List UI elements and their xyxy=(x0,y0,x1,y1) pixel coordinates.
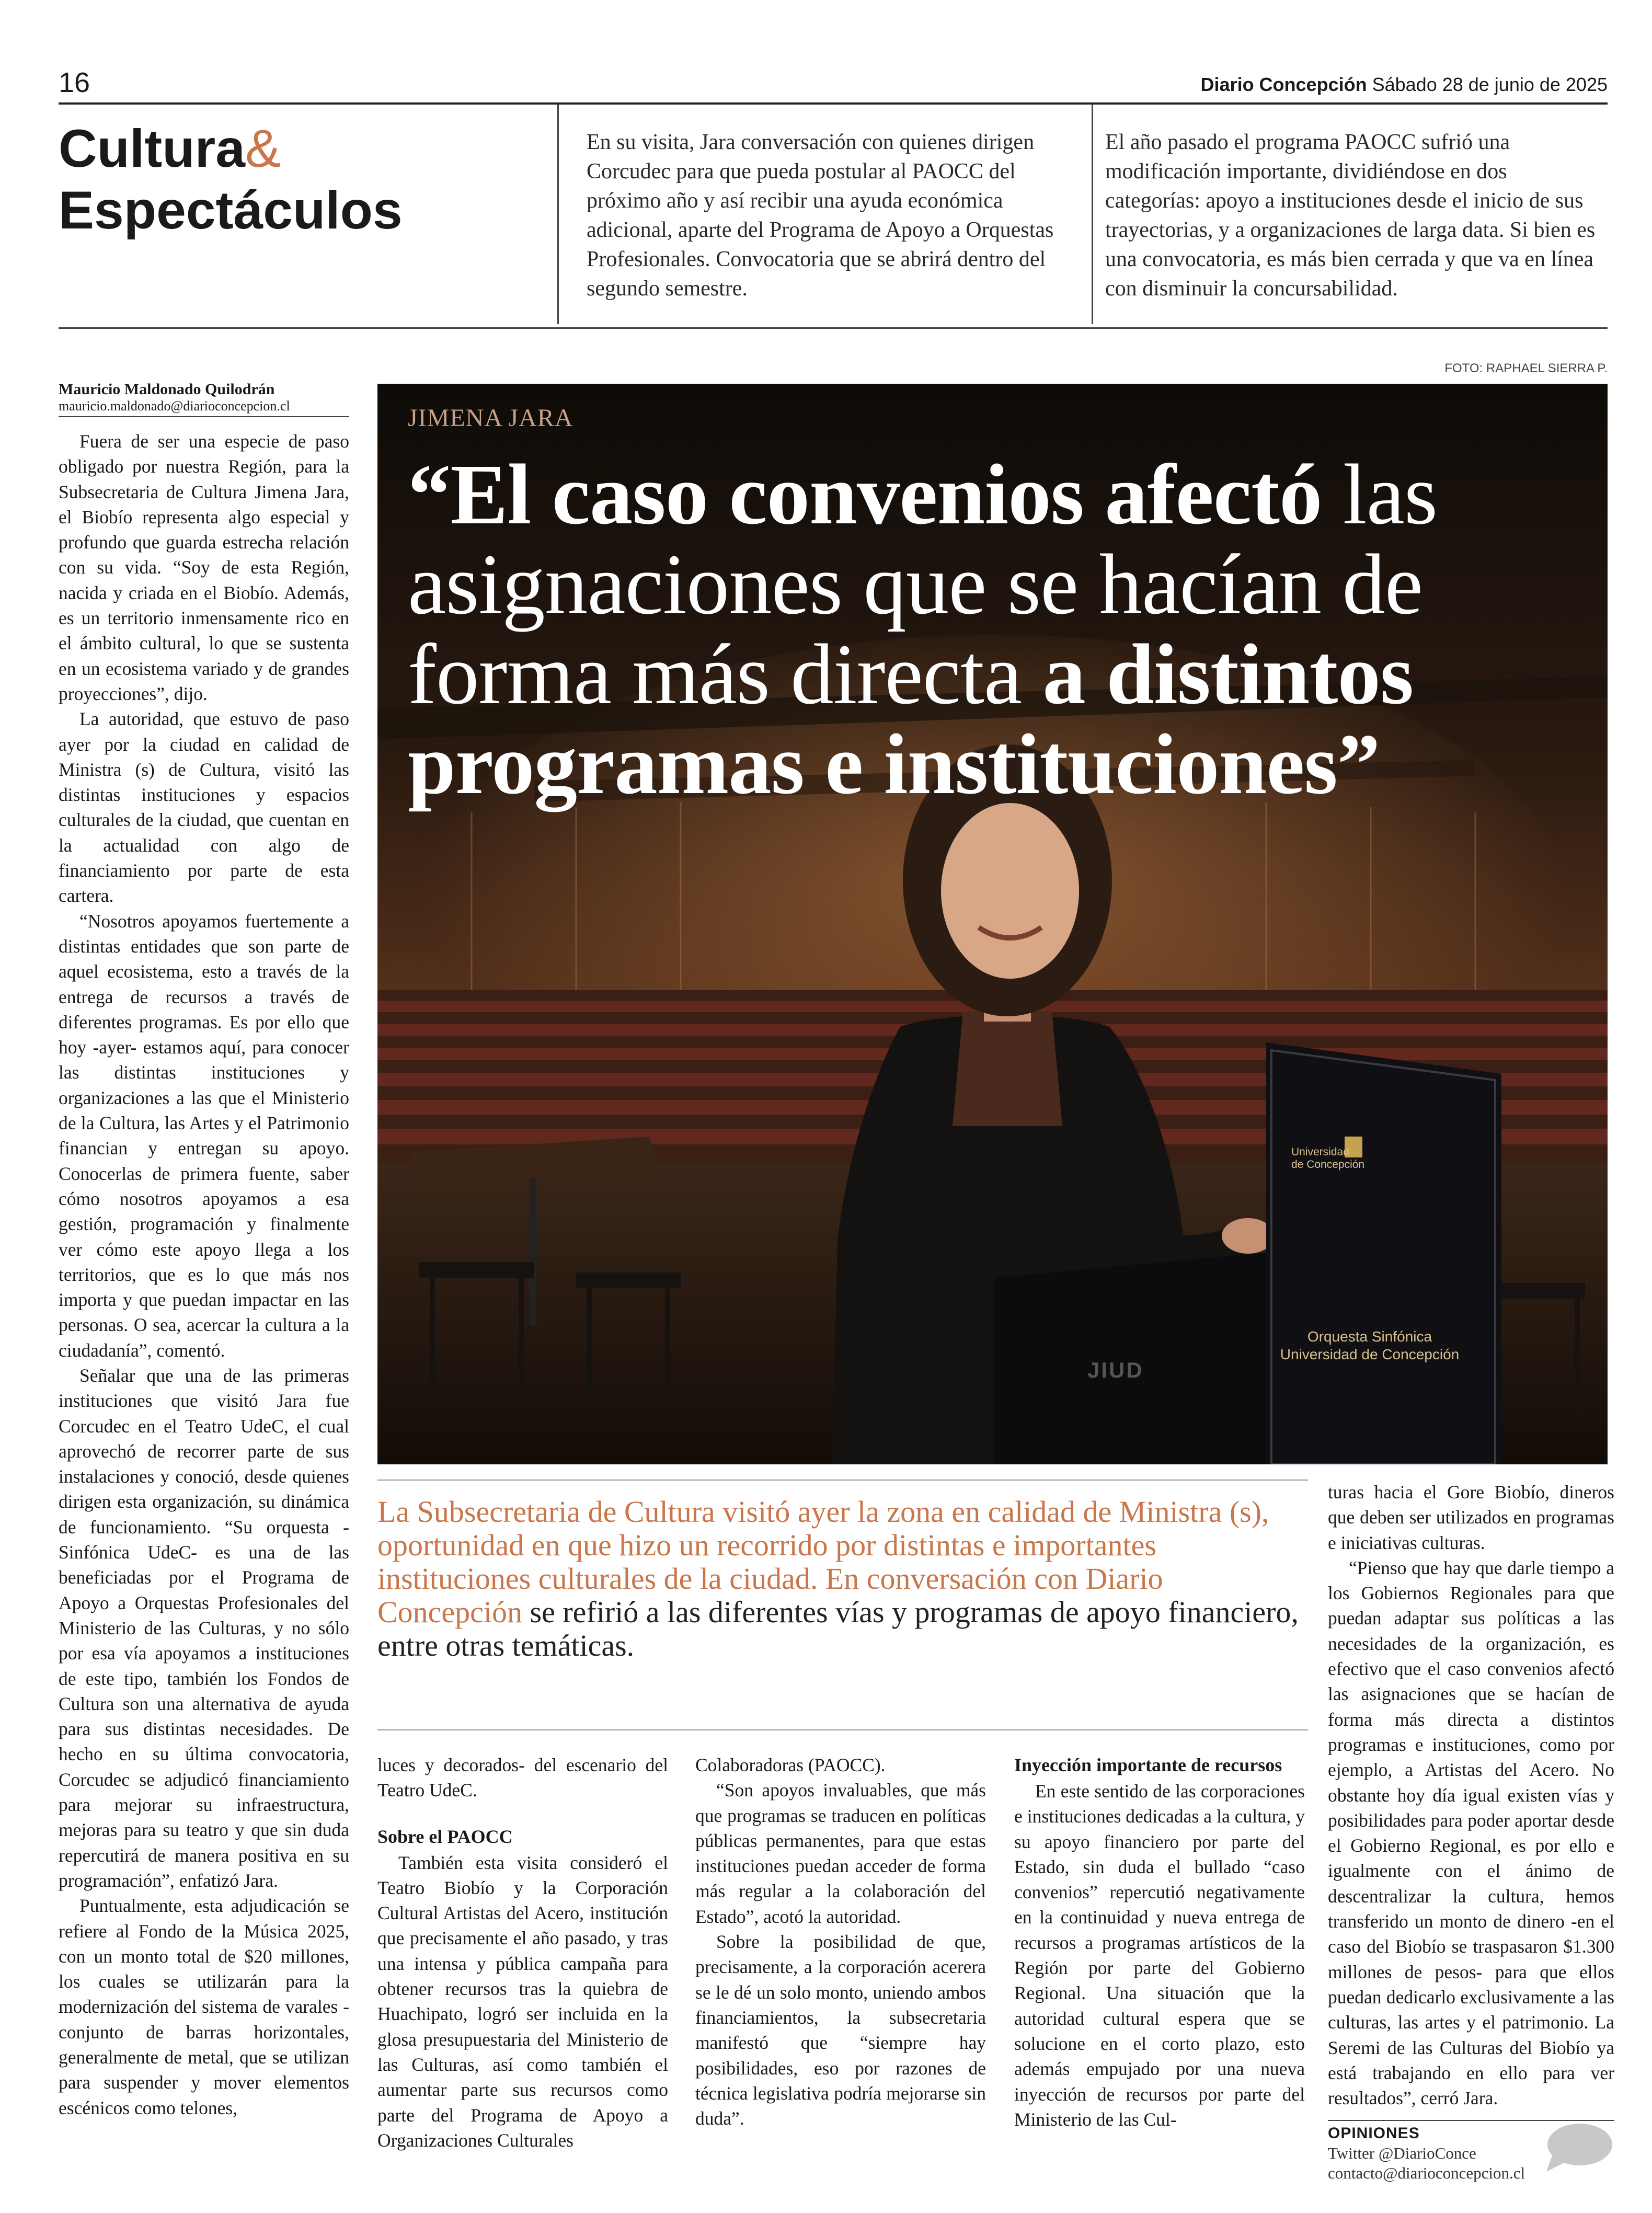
byline-author: Mauricio Maldonado Quilodrán xyxy=(59,381,275,398)
opinions-twitter[interactable]: Twitter @DiarioConce xyxy=(1328,2144,1476,2162)
column-4 xyxy=(1014,1752,1305,2132)
issue-date: Sábado 28 de junio de 2025 xyxy=(1372,74,1608,95)
col4-subheading: Inyección importante de recursos xyxy=(1014,1755,1282,1775)
opinions-label: OPINIONES xyxy=(1328,2125,1420,2142)
masthead-right xyxy=(1201,73,1608,96)
col3-paragraph: Sobre la posibilidad de que, precisamente, a la corporación acerera se le dé un solo monto, uniendo ambos financiamientos, la subsecretaria manifestó que “siempre hay posibilidades, eso por razones de técnica legislativa podría mejorarse sin duda”. xyxy=(695,1931,986,2129)
col1-paragraph: Fuera de ser una especie de paso obligado por nuestra Región, para la Subsecretaria de Cultura Jimena Jara, el Biobío representa algo especial y profundo que guarda estrecha relación con su vida. “Soy de esta Región, nacida y criada en el Biobío. Además, es un territorio inmensamente rico en el ámbito cultural, lo que se sustenta en un ecosistema variado y de grandes proyecciones”, dijo. xyxy=(59,431,349,704)
binder-logo-line1: Universidad xyxy=(1291,1146,1349,1158)
stand-label: JIUD xyxy=(1087,1358,1144,1382)
col4-paragraph: En este sentido de las corporaciones e instituciones dedicadas a la cultura, y su apoyo financiero por parte del Estado, sin duda el bullado “caso convenios” repercutió negativamente en la continuidad y nueva entrega de recursos a programas artísticos de la Región por parte del Gobierno Regional. Una situación que la autoridad cultural espera que se solucione en el corto plazo, esto además empujado por una nueva inyección de recursos por parte del Ministerio de las Cul- xyxy=(1014,1781,1305,2130)
lead-top-rule xyxy=(377,1480,1308,1481)
col3-paragraph: “Son apoyos invaluables, que más que programas se traducen en políticas públicas permanentes, para que estas instituciones puedan acceder de forma más regular a la colaboración del Estado”, acotó la autoridad. xyxy=(695,1780,986,1927)
binder-title xyxy=(1260,1328,1479,1363)
top-divider-left xyxy=(557,105,559,324)
top-quote-1: En su visita, Jara conversación con quienes dirigen Corcudec para que pueda postular al PAOCC del próximo año y así recibir una ayuda económica adicional, aparte del Programa de Apoyo a Orquestas Profesionales. Convocatoria que se abrirá dentro del segundo semestre. xyxy=(587,130,1054,301)
byline-email: mauricio.maldonado@diarioconcepcion.cl xyxy=(59,398,290,414)
col1-paragraph: Señalar que una de las primeras instituciones que visitó Jara fue Corcudec en el Teatro UdeC, el cual aprovechó de recorrer parte de sus instalaciones y conoció, desde quienes dirigen esta organización, su dinámica de funcionamiento. “Su orquesta -Sinfónica UdeC- es una de las beneficiadas por el Programa de Apoyo a Orquestas Profesionales del Ministerio de las Culturas, y no sólo por esa vía apoyamos a instituciones de este tipo, también los Fondos de Cultura son una alternativa de ayuda para sus distintas necesidades. De hecho en su última convocatoria, Corcudec se adjudicó financiamiento para mejorar su infraestructura, mejoras para su teatro y que sin duda repercutirá de manera positiva en su programación”, enfatizó Jara. xyxy=(59,1365,349,1891)
section-title xyxy=(59,118,403,241)
section-name-cultura: Cultura xyxy=(59,119,245,178)
col1-paragraph: “Nosotros apoyamos fuertemente a distintas entidades que son parte de aquel ecosistema, esto a través de la entrega de recursos a través de diferentes programas. Es por ello que hoy -ayer- estamos aquí, para conocer las distintas instituciones y organizaciones a las que el Ministerio de la Cultura, las Artes y el Patrimonio financian y entregan su apoyo. Conocerlas de primera fuente, saber cómo nosotros apoyamos a esa gestión, programación y finalmente ver cómo este apoyo llega a los territorios, que es lo que más nos importa y que puedan impactar en las personas. O sea, acercar la cultura a la ciudadanía”, comentó. xyxy=(59,910,349,1361)
photo-kicker: JIMENA JARA xyxy=(408,404,573,432)
headline-bold-1: “El caso convenios afectó xyxy=(408,446,1322,542)
opinions-rule xyxy=(1328,2120,1614,2121)
column-5 xyxy=(1328,1480,1614,2111)
byline-rule xyxy=(59,416,349,417)
column-2 xyxy=(377,1752,668,2153)
page-number: 16 xyxy=(59,67,90,98)
col5-paragraph: “Pienso que hay que darle tiempo a los Gobiernos Regionales para que puedan adaptar sus políticas a las necesidades de la organización, es efectivo que el caso convenios afectó las asignaciones que se hacían de forma más directa a distintos programas e instituciones, como por ejemplo, a Artistas del Acero. No obstante hoy día igual existen vías y posibilidades para poder aportar desde el Gobierno Regional, es por ello e igualmente con el ánimo de descentralizar la cultura, hemos transferido un monto de dinero -en el caso del Biobío se traspasaron $1.300 millones de pesos- para que ellos puedan dedicarlo exclusivamente a las culturas, las artes y el patrimonio. La Seremi de las Culturas del Biobío ya está trabajando en ello para ver resultados”, cerró Jara. xyxy=(1328,1557,1614,2109)
headline-bold-2: a distintos programas e instituciones” xyxy=(408,626,1414,812)
byline xyxy=(59,381,351,417)
binder-title-line1: Orquesta Sinfónica xyxy=(1307,1328,1432,1345)
col2-paragraph: También esta visita consideró el Teatro Biobío y la Corporación Cultural Artistas del Acero, institución que precisamente el año pasado, y tras una intensa y pública campaña para obtener recursos tras la quiebra de Huachipato, logró ser incluida en la glosa presupuestaria del Ministerio de las Culturas, así como también el aumentar parte sus recursos como parte del Programa de Apoyo a Organizaciones Culturales xyxy=(377,1852,668,2151)
photo-credit: FOTO: RAPHAEL SIERRA P. xyxy=(1444,361,1608,375)
binder-logo-text xyxy=(1291,1146,1364,1171)
top-divider-right xyxy=(1092,105,1093,324)
col2-subheading: Sobre el PAOCC xyxy=(377,1826,513,1847)
column-1 xyxy=(59,429,349,2120)
opinions-email[interactable]: contacto@diarioconcepcion.cl xyxy=(1328,2164,1525,2182)
lead-bottom-rule xyxy=(377,1729,1308,1730)
binder-title-line2: Universidad de Concepción xyxy=(1280,1346,1460,1362)
headline xyxy=(408,446,1589,812)
col1-paragraph: Puntualmente, esta adjudicación se refiere al Fondo de la Música 2025, con un monto total de $20 millones, los cuales se utilizarán para la modernización del sistema de varales -conjunto de barras horizontales, generalmente de metal, que se utilizan para suspender y mover elementos escénicos como telones, xyxy=(59,1895,349,2118)
col5-intro: turas hacia el Gore Biobío, dineros que deben ser utilizados en programas e iniciativas culturas. xyxy=(1328,1482,1614,1553)
binder-logo-line2: de Concepción xyxy=(1291,1159,1365,1171)
lead-paragraph xyxy=(377,1495,1308,1662)
section-ampersand: & xyxy=(245,119,281,178)
lead-colored: La Subsecretaria de Cultura visitó ayer la zona en calidad de Ministra (s), oportunidad en que hizo un recorrido por distintas e importantes instituciones culturales de la ciudad. En conversación con Diario Concepción xyxy=(377,1495,1269,1629)
column-3 xyxy=(695,1752,986,2131)
lead-plain: se refirió a las diferentes vías y programas de apoyo financiero, entre otras temáticas. xyxy=(377,1595,1299,1662)
top-block-rule xyxy=(59,327,1608,329)
section-name-espectaculos: Espectáculos xyxy=(59,180,403,240)
masthead-rule xyxy=(59,102,1608,105)
headline-regular: las asignaciones que se hacían de forma más directa xyxy=(408,446,1438,722)
speech-bubble-icon xyxy=(1543,2122,1613,2174)
col1-paragraph: La autoridad, que estuvo de paso ayer por la ciudad en calidad de Ministra (s) de Cultura, visitó las distintas instituciones y espacios culturales de la ciudad, que cuentan en la actualidad con algo de financiamiento por parte de esta cartera. xyxy=(59,708,349,907)
paper-name: Diario Concepción xyxy=(1200,74,1367,95)
col2-intro: luces y decorados- del escenario del Teatro UdeC. xyxy=(377,1755,668,1801)
top-quote-2: El año pasado el programa PAOCC sufrió una modificación importante, dividiéndose en dos categorías: apoyo a instituciones desde el inicio de sus trayectorias, y a organizaciones de larga data. Si bien es una convocatoria, es más bien cerrada y que va en línea con disminuir la concursabilidad. xyxy=(1105,130,1596,301)
col3-intro: Colaboradoras (PAOCC). xyxy=(695,1755,886,1775)
